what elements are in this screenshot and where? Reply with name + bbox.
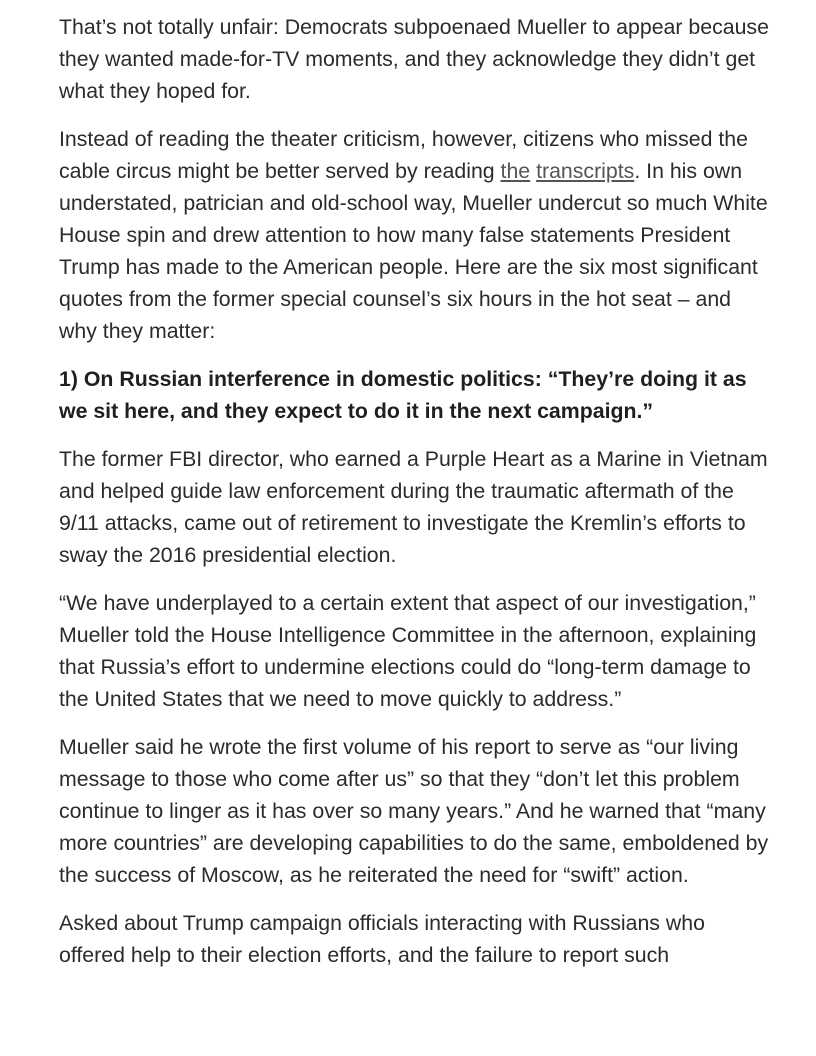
paragraph-fbi-director: The former FBI director, who earned a Purple Heart as a Marine in Vietnam and helped guide law enforcement during the traumatic aftermath of the 9/11 attacks, came out of retirement to investigate the Kremlin’s efforts to sway the 2016 presidential election. — [59, 447, 768, 567]
paragraph-living-message: Mueller said he wrote the first volume of his report to serve as “our living message to those who come after us” so that they “don’t let this problem continue to linger as it has over so many years.” And he warned that “many more countries” are developing capabilities to do the same, emboldened by the success of Moscow, as he reiterated the need for “swift” action. — [59, 735, 769, 887]
paragraph-campaign-officials: Asked about Trump campaign officials interacting with Russians who offered help to their election efforts, and the failure to report such — [59, 911, 705, 967]
paragraph-underplayed-quote: “We have underplayed to a certain extent that aspect of our investigation,” Mueller told the House Intelligence Committee in the afternoon, explaining that Russia’s effort to undermine elections could do “long-term damage to the United States that we need to move quickly to address.” — [59, 591, 757, 711]
paragraph-text-before-links: Instead of reading the theater criticism, however, citizens who missed the cable circus might be better served by reading — [59, 127, 748, 183]
link-transcripts[interactable]: transcripts — [536, 159, 635, 183]
paragraph-text-after-links: . In his own understated, patrician and old-school way, Mueller undercut so much White House spin and drew attention to how many false statements President Trump has made to the American people. Here are the six most significant quotes from the former special counsel’s six hours in the hot seat – and why they matter: — [59, 159, 768, 343]
link-the[interactable]: the — [500, 159, 531, 183]
paragraph-democrats-subpoena: That’s not totally unfair: Democrats subpoenaed Mueller to appear because they wanted made-for-TV moments, and they acknowledge they didn’t get what they hoped for. — [59, 15, 769, 103]
section-heading-russian-interference: 1) On Russian interference in domestic politics: “They’re doing it as we sit here, and they expect to do it in the next campaign.” — [59, 367, 747, 423]
article-body — [59, 11, 769, 987]
paragraph-transcripts — [59, 123, 769, 347]
